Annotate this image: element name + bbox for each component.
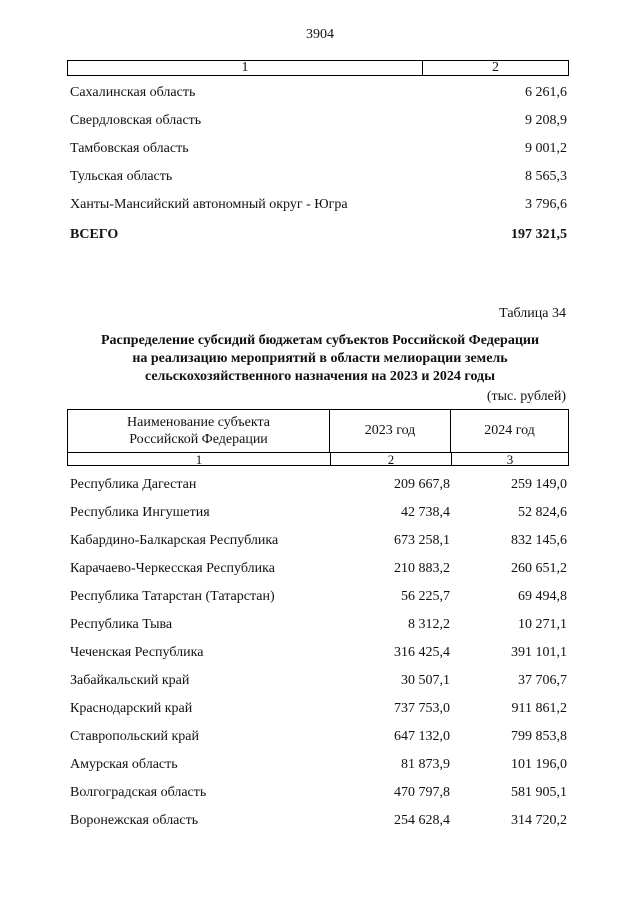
table-row — [70, 757, 567, 777]
page-number: 3904 — [306, 27, 334, 42]
title-line: на реализацию мероприятий в области мелиорации земель — [132, 351, 508, 366]
value-2023: 56 225,7 — [401, 589, 450, 604]
region-value: 9 001,2 — [525, 141, 567, 156]
table-row — [70, 169, 567, 185]
region-value: 6 261,6 — [525, 85, 567, 100]
region-name: Кабардино-Балкарская Республика — [70, 533, 279, 548]
value-2024: 260 651,2 — [511, 561, 567, 576]
region-name: Волгоградская область — [70, 785, 207, 800]
value-2024: 581 905,1 — [511, 785, 567, 800]
value-2023: 209 667,8 — [394, 477, 450, 492]
table-row — [70, 645, 567, 665]
value-2023: 470 797,8 — [394, 785, 450, 800]
value-2023: 673 258,1 — [394, 533, 450, 548]
region-name: Республика Татарстан (Татарстан) — [70, 589, 275, 604]
region-value: 9 208,9 — [525, 113, 567, 128]
value-2024: 832 145,6 — [511, 533, 567, 548]
column-number-1: 1 — [68, 61, 423, 75]
table-row — [70, 617, 567, 637]
value-2023: 254 628,4 — [394, 813, 450, 828]
value-2023: 647 132,0 — [394, 729, 450, 744]
value-2023: 210 883,2 — [394, 561, 450, 576]
region-name: Краснодарский край — [70, 701, 193, 716]
value-2023: 81 873,9 — [401, 757, 450, 772]
value-2023: 42 738,4 — [401, 505, 450, 520]
table-row — [70, 561, 567, 581]
column-number-1: 1 — [68, 453, 331, 466]
value-2023: 8 312,2 — [408, 617, 450, 632]
region-name: Республика Ингушетия — [70, 505, 210, 520]
title-line: сельскохозяйственного назначения на 2023 и 2024 годы — [144, 369, 496, 384]
table-row — [70, 113, 567, 129]
region-name: Тамбовская область — [70, 141, 189, 156]
table-row — [70, 533, 567, 553]
header-region-column — [68, 410, 330, 452]
table-row — [70, 505, 567, 525]
table-row — [70, 477, 567, 497]
table-row — [70, 813, 567, 833]
total-label: ВСЕГО — [70, 227, 119, 242]
table-title — [60, 332, 580, 386]
value-2024: 391 101,1 — [511, 645, 567, 660]
table-row — [70, 141, 567, 157]
value-2024: 69 494,8 — [518, 589, 567, 604]
header-2024-column: 2024 год — [484, 423, 535, 438]
region-name: Республика Тыва — [70, 617, 173, 632]
value-2024: 799 853,8 — [511, 729, 567, 744]
value-2024: 314 720,2 — [511, 813, 567, 828]
region-name: Ставропольский край — [70, 729, 199, 744]
header-region-line2: Российской Федерации — [129, 432, 268, 447]
table-row — [70, 197, 567, 213]
region-name: Воронежская область — [70, 813, 199, 828]
total-value: 197 321,5 — [511, 227, 567, 242]
units-label: (тыс. рублей) — [486, 389, 566, 404]
table-row — [70, 785, 567, 805]
region-name: Забайкальский край — [70, 673, 190, 688]
header-region-line1: Наименование субъекта — [127, 415, 270, 430]
region-value: 8 565,3 — [525, 169, 567, 184]
column-number-3: 3 — [506, 452, 514, 467]
table-row — [70, 729, 567, 749]
column-numbers-row — [67, 60, 569, 76]
table-row — [70, 673, 567, 693]
value-2024: 10 271,1 — [518, 617, 567, 632]
value-2023: 737 753,0 — [394, 701, 450, 716]
table-row — [70, 589, 567, 609]
region-name: Республика Дагестан — [70, 477, 197, 492]
value-2024: 259 149,0 — [511, 477, 567, 492]
column-number-2: 2 — [492, 60, 499, 75]
value-2024: 37 706,7 — [518, 673, 567, 688]
value-2023: 30 507,1 — [401, 673, 450, 688]
table-header — [67, 409, 569, 466]
region-name: Амурская область — [70, 757, 178, 772]
table-row — [70, 701, 567, 721]
value-2024: 101 196,0 — [511, 757, 567, 772]
total-row — [70, 227, 567, 243]
region-name: Сахалинская область — [70, 85, 196, 100]
title-line: Распределение субсидий бюджетам субъектов Российской Федерации — [100, 333, 540, 348]
region-value: 3 796,6 — [525, 197, 567, 212]
header-2023-column: 2023 год — [330, 410, 451, 452]
value-2024: 52 824,6 — [518, 505, 567, 520]
table-number: Таблица 34 — [499, 306, 566, 321]
table-row — [70, 85, 567, 101]
value-2023: 316 425,4 — [394, 645, 450, 660]
value-2024: 911 861,2 — [511, 701, 567, 716]
region-name: Тульская область — [70, 169, 173, 184]
column-number-2: 2 — [331, 453, 452, 466]
region-name: Свердловская область — [70, 113, 202, 128]
region-name: Чеченская Республика — [70, 645, 204, 660]
region-name: Ханты-Мансийский автономный округ - Югра — [70, 197, 348, 212]
region-name: Карачаево-Черкесская Республика — [70, 561, 275, 576]
